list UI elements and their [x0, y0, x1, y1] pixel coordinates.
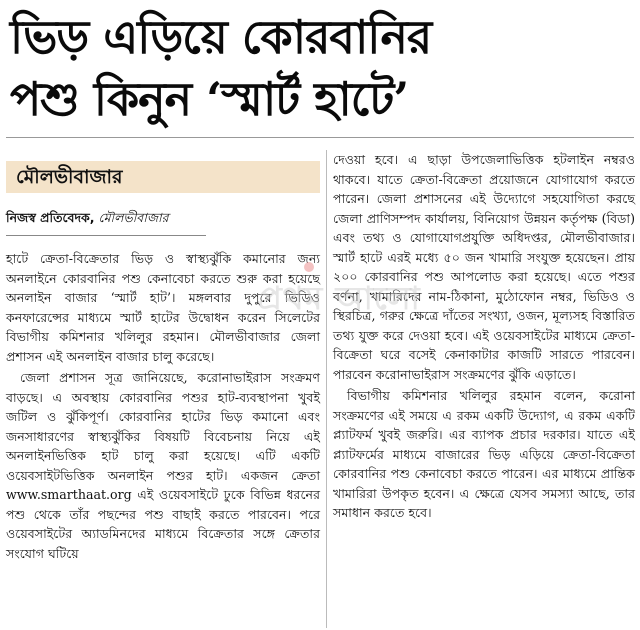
dateline: মৌলভীবাজার [6, 161, 320, 193]
headline-rule [6, 137, 634, 138]
byline-place: মৌলভীবাজার [98, 210, 169, 225]
paragraph: দেওয়া হবে। এ ছাড়া উপজেলাভিত্তিক হটলাইন নম্বরও থাকবে। যাতে ক্রেতা-বিক্রেতা প্রয়োজনে যোগাযোগ করতে পারেন। জেলা প্রশাসনের এই উদ্যোগে সহযোগিতা করছে জেলা প্রাণিসম্পদ কার্যালয়, বিনিয়োগ উন্নয়ন কর্তৃপক্ষ (বিডা) এবং তথ্য ও যোগাযোগপ্রযুক্তি অধিদপ্তর, মৌলভীবাজার। স্মার্ট হাটে এরই মধ্যে ৫০ জন খামারি সংযুক্ত হয়েছেন। প্রায় ২০০ কোরবানির পশু আপলোড করা হয়েছে। এতে পশুর বর্ণনা, খামারিদের নাম-ঠিকানা, মুঠোফোন নম্বর, ভিডিও ও স্থিরচিত্র, গরুর ক্ষেত্রে দাঁতের সংখ্যা, ওজন, মূল্যসহ বিস্তারিত তথ্য যুক্ত করে দেওয়া হবে। এই ওয়েবসাইটের মাধ্যমে ক্রেতা-বিক্রেতা ঘরে বসেই কেনাকাটার কাজটি সারতে পারবেন। পারবেন করোনাভাইরাস সংক্রমণের ঝুঁকি এড়াতে। [333, 152, 635, 382]
watermark-logo-icon [304, 262, 314, 272]
article-column-2 [333, 150, 635, 523]
paragraph: জেলা প্রশাসন সূত্র জানিয়েছে, করোনাভাইরাস সংক্রমণ বাড়ছে। এ অবস্থায় কোরবানির পশুর হাট-ব্যবস্থাপনা খুবই জটিল ও ঝুঁকিপূর্ণ। কোরবানির হাটের ভিড় কমানো এবং জনসাধারণের স্বাস্থ্যঝুঁকির বিষয়টি বিবেচনায় নিয়ে এই অনলাইনভিত্তিক হাট চালু করা হয়েছে। এটি একটি ওয়েবসাইটভিত্তিক অনলাইন পশুর হাট। একজন ক্রেতা www.smarthaat.org এই ওয়েবসাইটে ঢুকে বিভিন্ন ধরনের পশু থেকে তাঁর পছন্দের পশু বাছাই করতে পারবেন। পরে ওয়েবসাইটের অ্যাডমিনদের মাধ্যমে বিক্রেতার সঙ্গে ক্রেতার সংযোগ ঘটিয়ে [6, 370, 320, 561]
headline-line-1: ভিড় এড়িয়ে কোরবানির [10, 10, 432, 64]
headline [10, 6, 630, 130]
paragraph: হাটে ক্রেতা-বিক্রেতার ভিড় ও স্বাস্থ্যঝুঁকি কমানোর জন্য অনলাইনে কোরবানির পশু কেনাবেচা করতে শুরু করা হয়েছে অনলাইন বাজার ‘স্মার্ট হাট’। মঙ্গলবার দুপুরে ভিডিও কনফারেন্সের মাধ্যমে স্মার্ট হাটের উদ্বোধন করেন সিলেটের বিভাগীয় কমিশনার খলিলুর রহমান। মৌলভীবাজার জেলা প্রশাসন এই অনলাইন বাজার চালু করেছে। [6, 251, 320, 364]
paragraph: বিভাগীয় কমিশনার খলিলুর রহমান বলেন, করোনা সংক্রমণের এই সময়ে এ রকম একটি উদ্যোগ, এ রকম একটি প্ল্যাটফর্ম খুবই জরুরি। এর ব্যাপক প্রচার দরকার। যাতে এই প্ল্যাটফর্মের মাধ্যমে বাজারের ভিড় এড়িয়ে ক্রেতা-বিক্রেতা কোরবানির পশু কেনাবেচা করতে পারেন। এর মাধ্যমে প্রান্তিক খামারিরা উপকৃত হবেন। এ ক্ষেত্রে যেসব সমস্যা আছে, তার সমাধান করতে হবে। [333, 388, 635, 520]
headline-line-2: পশু কিনুন ‘স্মার্ট হাটে’ [10, 72, 409, 126]
byline-reporter: নিজস্ব প্রতিবেদক, [6, 210, 95, 225]
byline-rule [6, 235, 206, 236]
column-divider [326, 150, 327, 628]
byline [6, 210, 169, 230]
watermark: প্রথম আলো [258, 279, 421, 317]
